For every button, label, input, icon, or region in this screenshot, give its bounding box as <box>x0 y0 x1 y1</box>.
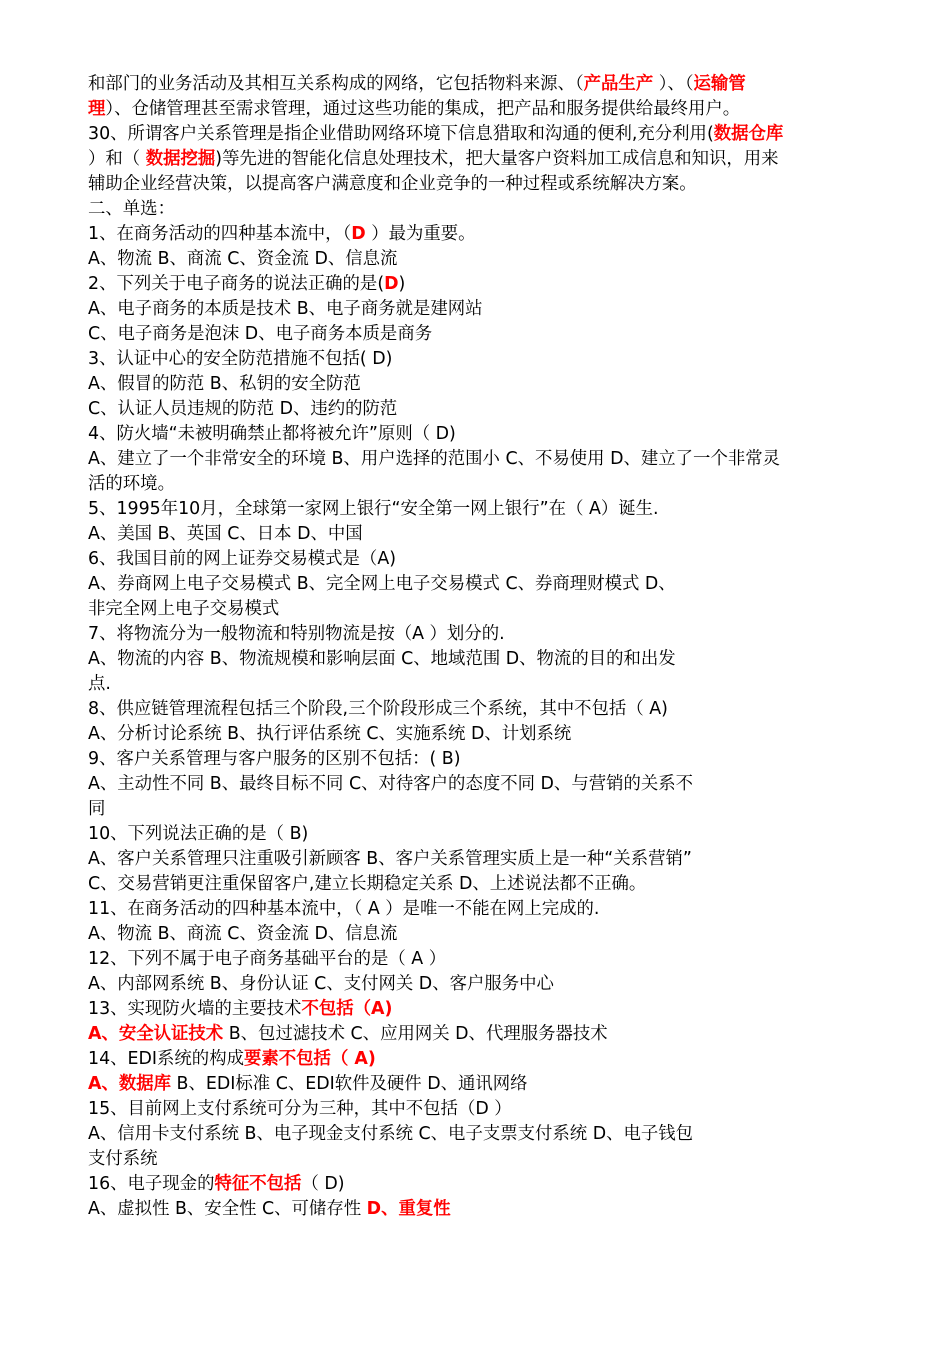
text-line <box>88 372 866 397</box>
text-line <box>88 847 866 872</box>
text-segment: C、电子商务是泡沫 D、电子商务本质是商务 <box>88 324 433 344</box>
document-body <box>88 72 866 1222</box>
text-segment: A、主动性不同 B、最终目标不同 C、对待客户的态度不同 D、与营销的关系不 <box>88 774 694 794</box>
text-line <box>88 972 866 997</box>
text-line <box>88 1022 866 1047</box>
text-segment: 同 <box>88 799 106 819</box>
highlighted-answer-text: A、安全认证技术 <box>88 1024 224 1044</box>
text-line <box>88 572 866 597</box>
text-segment: 13、实现防火墙的主要技术 <box>88 999 302 1019</box>
text-line <box>88 822 866 847</box>
highlighted-answer-text: 要素不包括（ A) <box>243 1049 376 1069</box>
text-line <box>88 197 866 222</box>
text-segment: ）和（ <box>88 149 146 169</box>
text-line <box>88 397 866 422</box>
text-line <box>88 172 866 197</box>
text-line <box>88 547 866 572</box>
text-segment: ) <box>398 274 406 294</box>
text-line <box>88 222 866 247</box>
text-line <box>88 447 866 472</box>
text-line <box>88 297 866 322</box>
text-segment: 9、客户关系管理与客户服务的区别不包括：( B) <box>88 749 461 769</box>
text-line <box>88 697 866 722</box>
text-segment: 1、在商务活动的四种基本流中，（ <box>88 224 352 244</box>
text-segment: ）、仓储管理甚至需求管理，通过这些功能的集成，把产品和服务提供给最终用户。 <box>105 99 741 119</box>
text-segment: A、电子商务的本质是技术 B、电子商务就是建网站 <box>88 299 483 319</box>
highlighted-answer-text: 数据仓库 <box>713 124 784 144</box>
highlighted-answer-text: 数据挖掘 <box>145 149 216 169</box>
text-line <box>88 897 866 922</box>
text-segment: （ D) <box>301 1174 345 1194</box>
highlighted-answer-text: D、重复性 <box>366 1199 451 1219</box>
text-segment: A、客户关系管理只注重吸引新顾客 B、客户关系管理实质上是一种“关系营销” <box>88 849 692 869</box>
highlighted-answer-text: D <box>351 224 366 244</box>
text-line <box>88 422 866 447</box>
text-line <box>88 97 866 122</box>
text-segment: A、信用卡支付系统 B、电子现金支付系统 C、电子支票支付系统 D、电子钱包 <box>88 1124 694 1144</box>
text-line <box>88 1197 866 1222</box>
text-line <box>88 797 866 822</box>
text-line <box>88 872 866 897</box>
text-line <box>88 947 866 972</box>
text-segment: A、内部网系统 B、身份认证 C、支付网关 D、客户服务中心 <box>88 974 554 994</box>
text-segment: 12、下列不属于电子商务基础平台的是（ A ） <box>88 949 447 969</box>
text-segment: 和部门的业务活动及其相互关系构成的网络，它包括物料来源、（ <box>88 74 584 94</box>
text-line <box>88 597 866 622</box>
text-line <box>88 247 866 272</box>
text-line <box>88 722 866 747</box>
text-segment: A、虚拟性 B、安全性 C、可储存性 <box>88 1199 367 1219</box>
text-line <box>88 522 866 547</box>
text-line <box>88 122 866 147</box>
text-segment: A、建立了一个非常安全的环境 B、用户选择的范围小 C、不易使用 D、建立了一个非常灵 <box>88 449 781 469</box>
text-line <box>88 1072 866 1097</box>
text-segment: 二、单选： <box>88 199 175 219</box>
text-line <box>88 1147 866 1172</box>
highlighted-answer-text: 运输管 <box>693 74 746 94</box>
text-segment: C、交易营销更注重保留客户,建立长期稳定关系 D、上述说法都不正确。 <box>88 874 647 894</box>
text-segment: A、假冒的防范 B、私钥的安全防范 <box>88 374 361 394</box>
text-segment: 6、我国目前的网上证券交易模式是（A) <box>88 549 396 569</box>
text-segment: 7、将物流分为一般物流和特别物流是按（A ）划分的. <box>88 624 505 644</box>
text-segment: 4、防火墙“未被明确禁止都将被允许”原则（ D) <box>88 424 456 444</box>
text-segment: A、券商网上电子交易模式 B、完全网上电子交易模式 C、券商理财模式 D、 <box>88 574 676 594</box>
text-line <box>88 647 866 672</box>
text-segment: 3、认证中心的安全防范措施不包括( D) <box>88 349 393 369</box>
text-segment: 活的环境。 <box>88 474 175 494</box>
highlighted-answer-text: 特征不包括 <box>214 1174 302 1194</box>
text-segment: A、美国 B、英国 C、日本 D、中国 <box>88 524 363 544</box>
text-segment: 14、EDI系统的构成 <box>88 1049 244 1069</box>
text-line <box>88 772 866 797</box>
text-segment: 8、供应链管理流程包括三个阶段,三个阶段形成三个系统，其中不包括（ A) <box>88 699 668 719</box>
text-segment: 16、电子现金的 <box>88 1174 215 1194</box>
text-segment: 2、下列关于电子商务的说法正确的是( <box>88 274 385 294</box>
text-line <box>88 472 866 497</box>
text-segment: ）最为重要。 <box>365 224 476 244</box>
text-segment: B、EDI标准 C、EDI软件及硬件 D、通讯网络 <box>171 1074 528 1094</box>
text-segment: B、包过滤技术 C、应用网关 D、代理服务器技术 <box>223 1024 608 1044</box>
text-segment: )等先进的智能化信息处理技术，把大量客户资料加工成信息和知识，用来 <box>215 149 779 169</box>
text-segment: 15、目前网上支付系统可分为三种，其中不包括（D ） <box>88 1099 512 1119</box>
text-line <box>88 622 866 647</box>
text-segment: 非完全网上电子交易模式 <box>88 599 280 619</box>
text-segment: 11、在商务活动的四种基本流中，（ A ）是唯一不能在网上完成的. <box>88 899 600 919</box>
text-line <box>88 72 866 97</box>
text-line <box>88 1172 866 1197</box>
text-line <box>88 747 866 772</box>
text-segment: A、物流的内容 B、物流规模和影响层面 C、地域范围 D、物流的目的和出发 <box>88 649 676 669</box>
highlighted-answer-text: A、数据库 <box>88 1074 172 1094</box>
text-segment: A、分析讨论系统 B、执行评估系统 C、实施系统 D、计划系统 <box>88 724 572 744</box>
text-line <box>88 922 866 947</box>
text-line <box>88 1097 866 1122</box>
highlighted-answer-text: 产品生产 <box>583 74 654 94</box>
text-line <box>88 997 866 1022</box>
text-segment: C、认证人员违规的防范 D、违约的防范 <box>88 399 398 419</box>
text-line <box>88 1122 866 1147</box>
text-segment: 辅助企业经营决策，以提高客户满意度和企业竞争的一种过程或系统解决方案。 <box>88 174 697 194</box>
text-segment: 支付系统 <box>88 1149 158 1169</box>
highlighted-answer-text: D <box>384 274 399 294</box>
text-segment: A、物流 B、商流 C、资金流 D、信息流 <box>88 924 398 944</box>
text-segment: A、物流 B、商流 C、资金流 D、信息流 <box>88 249 398 269</box>
text-segment: 点. <box>88 674 111 694</box>
highlighted-answer-text: 理 <box>88 99 106 119</box>
text-line <box>88 672 866 697</box>
text-segment: 10、下列说法正确的是（ B) <box>88 824 309 844</box>
text-segment: 30、所谓客户关系管理是指企业借助网络环境下信息猎取和沟通的便利,充分利用( <box>88 124 714 144</box>
text-segment: ）、（ <box>653 74 694 94</box>
text-line <box>88 497 866 522</box>
text-line <box>88 147 866 172</box>
text-line <box>88 1047 866 1072</box>
text-segment: 5、1995年10月，全球第一家网上银行“安全第一网上银行”在（ A）诞生. <box>88 499 659 519</box>
text-line <box>88 347 866 372</box>
text-line <box>88 322 866 347</box>
text-line <box>88 272 866 297</box>
highlighted-answer-text: 不包括（A) <box>301 999 393 1019</box>
